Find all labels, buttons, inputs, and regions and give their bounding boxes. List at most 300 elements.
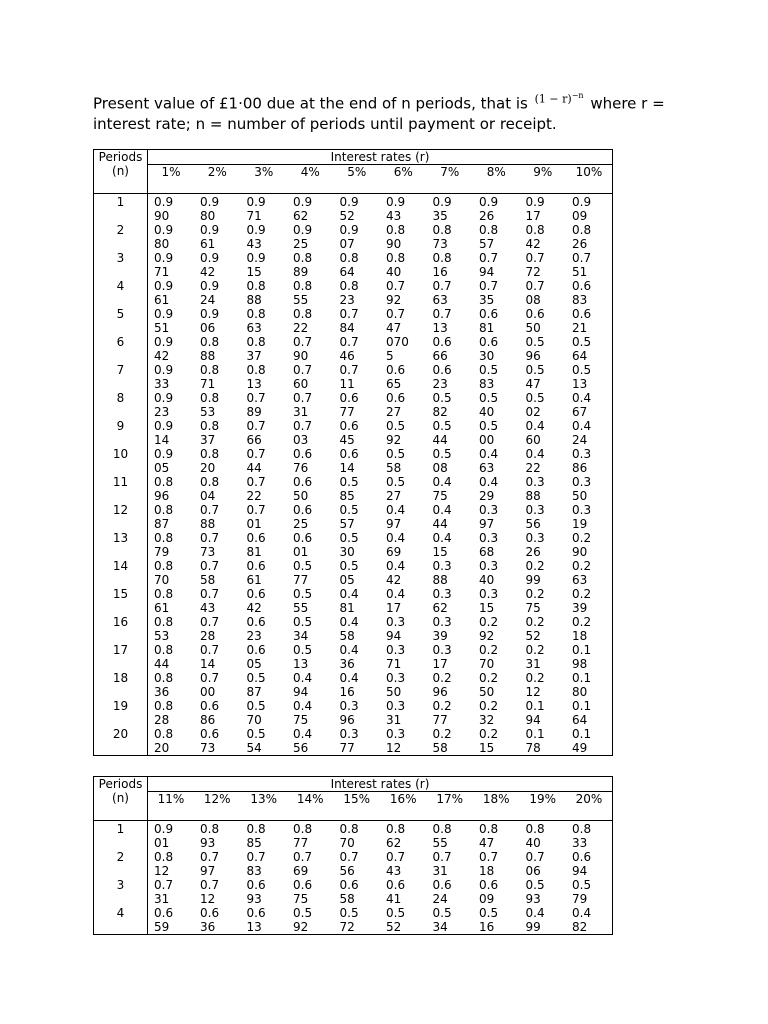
factor-value: 0.231 <box>525 643 545 671</box>
factor-value: 0.577 <box>293 559 313 587</box>
factor-value: 0.701 <box>246 503 266 531</box>
factor-value: 0.555 <box>293 587 313 615</box>
factor-value: 0.744 <box>246 447 266 475</box>
factor-value: 0.673 <box>200 727 220 755</box>
factor-cell <box>566 279 613 307</box>
factor-value: 0.499 <box>525 906 545 934</box>
period-cell: 20 <box>94 727 148 756</box>
factor-cell <box>427 559 474 587</box>
period-cell: 8 <box>94 391 148 419</box>
rate-header: 20% <box>566 792 613 821</box>
factor-value: 0.178 <box>525 727 545 755</box>
factor-cell <box>520 699 567 727</box>
factor-cell <box>520 447 567 475</box>
factor-cell <box>473 531 520 559</box>
factor-value: 0.500 <box>479 419 499 447</box>
factor-cell <box>287 906 334 935</box>
factor-cell <box>427 335 474 363</box>
rate-header: 7% <box>427 165 474 194</box>
factor-value: 0.823 <box>339 279 359 307</box>
factor-cell <box>241 643 288 671</box>
table-row <box>94 223 613 251</box>
factor-value: 0.557 <box>339 503 359 531</box>
rate-header: 17% <box>427 792 474 821</box>
factor-cell <box>520 906 567 935</box>
factor-value: 0.356 <box>525 503 545 531</box>
factor-cell <box>427 699 474 727</box>
factor-value: 0.630 <box>479 335 499 363</box>
period-cell: 9 <box>94 419 148 447</box>
factor-value: 0.198 <box>572 643 592 671</box>
factor-value: 0.368 <box>479 531 499 559</box>
factor-cell <box>566 475 613 503</box>
factor-cell <box>380 363 427 391</box>
factor-cell <box>334 251 381 279</box>
factor-cell <box>148 531 195 559</box>
period-cell: 6 <box>94 335 148 363</box>
period-cell: 5 <box>94 307 148 335</box>
factor-cell <box>194 850 241 878</box>
factor-value: 0.371 <box>386 643 406 671</box>
factor-value: 0.299 <box>525 559 545 587</box>
factor-value: 0.263 <box>572 559 592 587</box>
factor-value: 0.942 <box>200 251 220 279</box>
factor-value: 0.923 <box>154 391 174 419</box>
intro-text-after: where r = interest rate; n = number of periods until payment or receipt. <box>93 94 665 133</box>
table-row <box>94 699 613 727</box>
factor-value: 0.812 <box>154 850 174 878</box>
factor-value: 0.888 <box>246 279 266 307</box>
factor-value: 0.481 <box>339 587 359 615</box>
factor-value: 0.743 <box>200 587 220 615</box>
factor-cell <box>380 391 427 419</box>
factor-cell <box>473 821 520 851</box>
factor-cell <box>287 447 334 475</box>
factor-value: 0.828 <box>154 699 174 727</box>
factor-cell <box>287 878 334 906</box>
factor-value: 0.980 <box>154 223 174 251</box>
period-cell: 15 <box>94 587 148 615</box>
factor-cell <box>520 615 567 643</box>
factor-cell <box>148 878 195 906</box>
factor-value: 0.458 <box>339 615 359 643</box>
factor-cell <box>566 643 613 671</box>
factor-value: 0.826 <box>572 223 592 251</box>
factor-cell <box>241 878 288 906</box>
factor-cell <box>566 363 613 391</box>
rate-header: 2% <box>194 165 241 194</box>
factor-cell <box>427 531 474 559</box>
factor-cell <box>473 363 520 391</box>
factor-cell <box>194 615 241 643</box>
factor-value: 0.442 <box>386 559 406 587</box>
factor-value: 0.415 <box>432 531 452 559</box>
factor-cell <box>473 671 520 699</box>
factor-cell <box>427 906 474 935</box>
factor-cell <box>427 307 474 335</box>
factor-cell <box>287 671 334 699</box>
factor-cell <box>380 878 427 906</box>
factor-value: 0.467 <box>572 391 592 419</box>
factor-value: 0.712 <box>200 878 220 906</box>
factor-cell <box>287 363 334 391</box>
factor-cell <box>427 587 474 615</box>
factor-value: 0.554 <box>246 727 266 755</box>
factor-value: 0.857 <box>479 223 499 251</box>
factor-cell <box>148 419 195 447</box>
factor-cell <box>194 335 241 363</box>
factor-cell <box>334 587 381 615</box>
factor-value: 0.879 <box>154 531 174 559</box>
factor-cell <box>473 906 520 935</box>
factor-value: 0.837 <box>200 419 220 447</box>
factor-value: 0.534 <box>293 615 313 643</box>
factor-value: 0.703 <box>293 419 313 447</box>
factor-value: 0.377 <box>339 727 359 755</box>
factor-value: 0.952 <box>339 195 359 223</box>
rate-header: 5% <box>334 165 381 194</box>
factor-value: 0.623 <box>246 615 266 643</box>
factor-value: 0.935 <box>432 195 452 223</box>
factor-value: 0.896 <box>154 475 174 503</box>
table-row <box>94 194 613 224</box>
factor-value: 0.388 <box>525 475 545 503</box>
factor-value: 0.436 <box>339 643 359 671</box>
factor-value: 0.460 <box>525 419 545 447</box>
factor-cell <box>148 587 195 615</box>
factor-cell <box>334 419 381 447</box>
factor-value: 0.933 <box>154 363 174 391</box>
factor-cell <box>194 531 241 559</box>
rate-header: 11% <box>148 792 195 821</box>
table-row <box>94 531 613 559</box>
factor-value: 0.469 <box>386 531 406 559</box>
factor-cell <box>241 363 288 391</box>
factor-value: 0705 <box>386 335 409 363</box>
factor-value: 0.889 <box>293 251 313 279</box>
rate-header: 12% <box>194 792 241 821</box>
period-cell: 3 <box>94 878 148 906</box>
factor-value: 0.614 <box>339 447 359 475</box>
factor-cell <box>241 699 288 727</box>
interest-rates-header: Interest rates (r) <box>148 150 613 165</box>
factor-value: 0.508 <box>432 447 452 475</box>
rate-header: 9% <box>520 165 567 194</box>
factor-cell <box>380 559 427 587</box>
factor-value: 0.822 <box>293 307 313 335</box>
factor-cell <box>334 475 381 503</box>
table-row <box>94 906 613 935</box>
factor-cell <box>334 699 381 727</box>
factor-value: 0.164 <box>572 699 592 727</box>
factor-value: 0.813 <box>246 363 266 391</box>
factor-value: 0.943 <box>246 223 266 251</box>
factor-value: 0.871 <box>200 363 220 391</box>
factor-value: 0.961 <box>200 223 220 251</box>
table-row <box>94 363 613 391</box>
factor-cell <box>566 727 613 756</box>
factor-value: 0.951 <box>154 307 174 335</box>
factor-cell <box>334 279 381 307</box>
factor-value: 0.215 <box>479 727 499 755</box>
factor-value: 0.804 <box>200 475 220 503</box>
factor-value: 0.728 <box>200 615 220 643</box>
factor-cell <box>427 503 474 531</box>
factor-cell <box>334 503 381 531</box>
table-row <box>94 391 613 419</box>
factor-value: 0.277 <box>432 699 452 727</box>
interest-rates-header: Interest rates (r) <box>148 777 613 792</box>
factor-cell <box>520 643 567 671</box>
factor-cell <box>520 671 567 699</box>
factor-cell <box>566 906 613 935</box>
factor-value: 0.714 <box>200 643 220 671</box>
factor-cell <box>566 307 613 335</box>
factor-value: 0.463 <box>479 447 499 475</box>
factor-value: 0.312 <box>386 727 406 755</box>
factor-value: 0.605 <box>246 643 266 671</box>
period-cell: 7 <box>94 363 148 391</box>
period-cell: 12 <box>94 503 148 531</box>
present-value-formula <box>535 86 584 109</box>
factor-cell <box>427 251 474 279</box>
factor-cell <box>473 643 520 671</box>
factor-cell <box>334 447 381 475</box>
factor-cell <box>473 559 520 587</box>
factor-cell <box>287 850 334 878</box>
factor-cell <box>473 503 520 531</box>
factor-value: 0.863 <box>246 307 266 335</box>
period-cell: 11 <box>94 475 148 503</box>
factor-cell <box>473 419 520 447</box>
factor-cell <box>334 821 381 851</box>
factor-value: 0.397 <box>479 503 499 531</box>
rate-header: 16% <box>380 792 427 821</box>
factor-cell <box>148 850 195 878</box>
factor-cell <box>334 906 381 935</box>
factor-cell <box>194 587 241 615</box>
factor-value: 0.853 <box>200 391 220 419</box>
factor-value: 0.627 <box>386 391 406 419</box>
factor-value: 0.429 <box>479 475 499 503</box>
table-row <box>94 447 613 475</box>
factor-cell <box>380 223 427 251</box>
factor-cell <box>241 194 288 224</box>
factor-value: 0.820 <box>154 727 174 755</box>
table-row <box>94 850 613 878</box>
factor-cell <box>380 475 427 503</box>
factor-cell <box>287 821 334 851</box>
factor-value: 0.747 <box>386 307 406 335</box>
factor-cell <box>334 307 381 335</box>
factor-value: 0.924 <box>200 279 220 307</box>
factor-value: 0.758 <box>200 559 220 587</box>
factor-value: 0.890 <box>386 223 406 251</box>
factor-value: 0.686 <box>200 699 220 727</box>
factor-value: 0.731 <box>293 391 313 419</box>
factor-cell <box>334 878 381 906</box>
factor-cell <box>566 587 613 615</box>
factor-cell <box>194 643 241 671</box>
factor-cell <box>520 587 567 615</box>
factor-value: 0.592 <box>386 419 406 447</box>
factor-cell <box>241 906 288 935</box>
factor-value: 0.540 <box>479 391 499 419</box>
factor-cell <box>194 671 241 699</box>
period-cell: 10 <box>94 447 148 475</box>
factor-value: 0.362 <box>432 587 452 615</box>
factor-value: 0.194 <box>525 699 545 727</box>
factor-value: 0.844 <box>154 643 174 671</box>
factor-value: 0.907 <box>339 223 359 251</box>
period-cell: 1 <box>94 194 148 224</box>
factor-cell <box>380 531 427 559</box>
rate-header: 14% <box>287 792 334 821</box>
factor-value: 0.585 <box>339 475 359 503</box>
factor-cell <box>473 194 520 224</box>
factor-cell <box>566 615 613 643</box>
factor-value: 0.339 <box>432 615 452 643</box>
rate-header: 1% <box>148 165 195 194</box>
factor-cell <box>473 587 520 615</box>
factor-cell <box>380 587 427 615</box>
factor-cell <box>287 559 334 587</box>
factor-cell <box>380 279 427 307</box>
factor-value: 0.909 <box>572 195 592 223</box>
factor-cell <box>241 615 288 643</box>
factor-cell <box>520 475 567 503</box>
factor-value: 0.683 <box>572 279 592 307</box>
factor-cell <box>473 307 520 335</box>
period-cell: 2 <box>94 223 148 251</box>
factor-value: 0.636 <box>200 906 220 934</box>
table-row <box>94 475 613 503</box>
factor-cell <box>148 335 195 363</box>
factor-value: 0.840 <box>525 822 545 850</box>
factor-value: 0.623 <box>432 363 452 391</box>
factor-cell <box>194 475 241 503</box>
factor-cell <box>427 391 474 419</box>
factor-cell <box>194 419 241 447</box>
factor-value: 0.794 <box>479 251 499 279</box>
period-cell: 2 <box>94 850 148 878</box>
rate-header: 15% <box>334 792 381 821</box>
factor-value: 0.326 <box>525 531 545 559</box>
factor-cell <box>520 223 567 251</box>
factor-value: 0.494 <box>293 671 313 699</box>
factor-cell <box>194 279 241 307</box>
factor-value: 0.833 <box>572 822 592 850</box>
factor-value: 0.853 <box>154 615 174 643</box>
factor-cell <box>427 850 474 878</box>
factor-cell <box>148 391 195 419</box>
factor-cell <box>566 878 613 906</box>
factor-cell <box>148 906 195 935</box>
factor-cell <box>566 419 613 447</box>
formula-exponent: −n <box>571 91 584 100</box>
factor-value: 0.797 <box>200 850 220 878</box>
factor-cell <box>380 503 427 531</box>
factor-value: 0.864 <box>339 251 359 279</box>
factor-cell <box>287 251 334 279</box>
factor-cell <box>427 878 474 906</box>
factor-cell <box>566 821 613 851</box>
factor-value: 0.971 <box>154 251 174 279</box>
factor-cell <box>380 447 427 475</box>
factor-value: 0.621 <box>572 307 592 335</box>
factor-cell <box>427 279 474 307</box>
factor-value: 0.416 <box>339 671 359 699</box>
factor-cell <box>334 194 381 224</box>
period-cell: 18 <box>94 671 148 699</box>
factor-value: 0.666 <box>432 335 452 363</box>
factor-cell <box>566 391 613 419</box>
factor-cell <box>334 223 381 251</box>
factor-cell <box>287 727 334 756</box>
factor-cell <box>427 419 474 447</box>
factor-cell <box>148 194 195 224</box>
factor-value: 0.676 <box>293 447 313 475</box>
factor-value: 0.422 <box>525 447 545 475</box>
factor-value: 0.990 <box>154 195 174 223</box>
factor-value: 0.746 <box>339 335 359 363</box>
factor-value: 0.873 <box>432 223 452 251</box>
factor-cell <box>287 335 334 363</box>
factor-cell <box>520 503 567 531</box>
table-row <box>94 419 613 447</box>
factor-value: 0.675 <box>293 878 313 906</box>
table-row <box>94 643 613 671</box>
factor-value: 0.713 <box>432 307 452 335</box>
factor-value: 0.816 <box>432 251 452 279</box>
factor-value: 0.820 <box>200 447 220 475</box>
factor-value: 0.962 <box>293 195 313 223</box>
factor-value: 0.292 <box>479 615 499 643</box>
intro-text <box>93 92 673 134</box>
factor-cell <box>148 699 195 727</box>
factor-cell <box>520 559 567 587</box>
factor-value: 0.417 <box>386 587 406 615</box>
factor-value: 0.942 <box>154 335 174 363</box>
factor-cell <box>148 615 195 643</box>
factor-value: 0.681 <box>479 307 499 335</box>
factor-value: 0.544 <box>432 419 452 447</box>
factor-cell <box>194 447 241 475</box>
factor-value: 0.792 <box>386 279 406 307</box>
factor-value: 0.592 <box>293 906 313 934</box>
factor-cell <box>380 194 427 224</box>
factor-cell <box>287 615 334 643</box>
factor-cell <box>194 251 241 279</box>
factor-value: 0.760 <box>293 363 313 391</box>
factor-value: 0.718 <box>479 850 499 878</box>
factor-value: 0.772 <box>525 251 545 279</box>
factor-cell <box>427 727 474 756</box>
factor-cell <box>520 850 567 878</box>
factor-cell <box>287 419 334 447</box>
factor-cell <box>194 906 241 935</box>
factor-value: 0.570 <box>246 699 266 727</box>
pv-table-11-to-20 <box>93 776 613 935</box>
factor-cell <box>520 194 567 224</box>
factor-value: 0.218 <box>572 615 592 643</box>
factor-value: 0.870 <box>339 822 359 850</box>
factor-value: 0.250 <box>479 671 499 699</box>
factor-cell <box>520 391 567 419</box>
factor-value: 0.926 <box>479 195 499 223</box>
factor-value: 0.731 <box>154 878 174 906</box>
factor-value: 0.731 <box>432 850 452 878</box>
